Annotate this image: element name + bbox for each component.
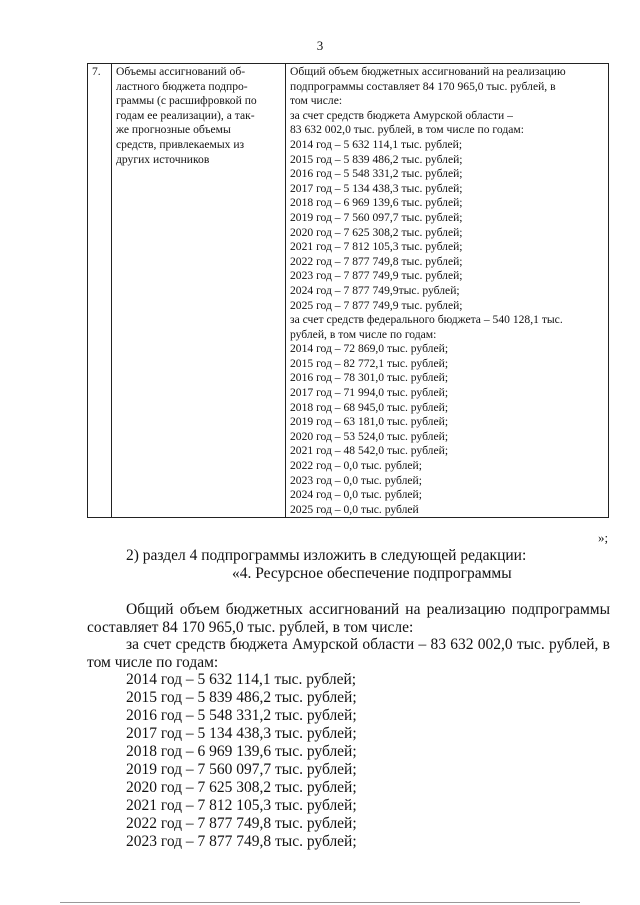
- table-row: [88, 64, 609, 518]
- regional-year-line: 2015 год – 5 839 486,2 тыс. рублей;: [290, 152, 463, 166]
- intro-line: Общий объем бюджетных ассигнований на реализацию: [290, 65, 566, 78]
- amendment-item: 2) раздел 4 подпрограммы изложить в следующей редакции:: [126, 547, 527, 564]
- federal-year-line: 2017 год – 71 994,0 тыс. рублей;: [290, 386, 449, 400]
- year-line: 2022 год – 7 877 749,8 тыс. рублей;: [126, 815, 357, 832]
- federal-year-line: 2022 год – 0,0 тыс. рублей;: [290, 459, 422, 473]
- regional-year-line: 2021 год – 7 812 105,3 тыс. рублей;: [290, 240, 463, 254]
- row-name-line: Объемы ассигнований об-: [116, 65, 246, 78]
- federal-year-line: 2024 год – 0,0 тыс. рублей;: [290, 488, 422, 502]
- year-line: 2015 год – 5 839 486,2 тыс. рублей;: [126, 689, 357, 706]
- year-line: 2021 год – 7 812 105,3 тыс. рублей;: [126, 797, 357, 814]
- row-value-cell: [286, 64, 609, 518]
- year-line: 2023 год – 7 877 749,8 тыс. рублей;: [126, 833, 357, 850]
- federal-year-line: 2023 год – 0,0 тыс. рублей;: [290, 473, 422, 487]
- federal-year-line: 2025 год – 0,0 тыс. рублей: [290, 502, 419, 516]
- passport-table: [87, 63, 609, 518]
- regional-year-line: 2025 год – 7 877 749,9 тыс. рублей;: [290, 298, 463, 312]
- year-line: 2016 год – 5 548 331,2 тыс. рублей;: [126, 707, 357, 724]
- regional-year-line: 2020 год – 7 625 308,2 тыс. рублей;: [290, 225, 463, 239]
- scan-edge-line: [60, 902, 580, 903]
- section-heading: «4. Ресурсное обеспечение подпрограммы: [232, 565, 512, 582]
- regional-year-line: 2016 год – 5 548 331,2 тыс. рублей;: [290, 167, 463, 181]
- paragraph-line: Общий объем бюджетных ассигнований на реализацию подпрограммы: [126, 601, 610, 618]
- regional-year-line: 2014 год – 5 632 114,1 тыс. рублей;: [290, 137, 463, 151]
- intro-line: том числе:: [290, 94, 343, 108]
- regional-year-line: 2017 год – 5 134 438,3 тыс. рублей;: [290, 181, 463, 195]
- federal-year-line: 2015 год – 82 772,1 тыс. рублей;: [290, 356, 449, 370]
- federal-year-line: 2016 год – 78 301,0 тыс. рублей;: [290, 371, 449, 385]
- federal-budget-line: рублей, в том числе по годам:: [290, 327, 437, 341]
- regional-budget-line: 83 632 002,0 тыс. рублей, в том числе по годам:: [290, 123, 524, 137]
- regional-year-line: 2018 год – 6 969 139,6 тыс. рублей;: [290, 196, 463, 210]
- row-name-line: годам ее реализации), а так-: [116, 108, 255, 122]
- row-name-line: граммы (с расшифровкой по: [116, 94, 257, 108]
- page-number: 3: [316, 38, 324, 53]
- row-name-cell: [112, 64, 286, 518]
- paragraph-line: том числе по годам:: [87, 654, 219, 671]
- row-name-line: других источников: [116, 152, 210, 166]
- paragraph-line: за счет средств бюджета Амурской области – 83 632 002,0 тыс. рублей, в: [126, 636, 610, 653]
- year-line: 2020 год – 7 625 308,2 тыс. рублей;: [126, 779, 357, 796]
- year-line: 2018 год – 6 969 139,6 тыс. рублей;: [126, 743, 357, 760]
- paragraph-line: составляет 84 170 965,0 тыс. рублей, в том числе:: [87, 619, 414, 636]
- regional-year-line: 2022 год – 7 877 749,8 тыс. рублей;: [290, 254, 463, 268]
- row-name-line: же прогнозные объемы: [116, 123, 231, 137]
- regional-year-line: 2024 год – 7 877 749,9тыс. рублей;: [290, 283, 460, 297]
- year-line: 2017 год – 5 134 438,3 тыс. рублей;: [126, 725, 357, 742]
- federal-year-line: 2018 год – 68 945,0 тыс. рублей;: [290, 400, 449, 414]
- regional-year-line: 2023 год – 7 877 749,9 тыс. рублей;: [290, 269, 463, 283]
- regional-year-line: 2019 год – 7 560 097,7 тыс. рублей;: [290, 210, 463, 224]
- row-name-line: ластного бюджета подпро-: [116, 79, 248, 93]
- federal-year-line: 2019 год – 63 181,0 тыс. рублей;: [290, 415, 449, 429]
- year-line: 2019 год – 7 560 097,7 тыс. рублей;: [126, 761, 357, 778]
- federal-budget-line: за счет средств федерального бюджета – 540 128,1 тыс.: [290, 313, 563, 327]
- federal-year-line: 2021 год – 48 542,0 тыс. рублей;: [290, 444, 449, 458]
- closing-quote: »;: [598, 530, 609, 545]
- intro-line: подпрограммы составляет 84 170 965,0 тыс. рублей, в: [290, 79, 556, 93]
- row-number: 7.: [88, 64, 112, 518]
- regional-budget-line: за счет средств бюджета Амурской области –: [290, 108, 513, 122]
- federal-year-line: 2020 год – 53 524,0 тыс. рублей;: [290, 429, 449, 443]
- federal-year-line: 2014 год – 72 869,0 тыс. рублей;: [290, 342, 449, 356]
- row-name-line: средств, привлекаемых из: [116, 137, 245, 151]
- year-line: 2014 год – 5 632 114,1 тыс. рублей;: [126, 671, 357, 688]
